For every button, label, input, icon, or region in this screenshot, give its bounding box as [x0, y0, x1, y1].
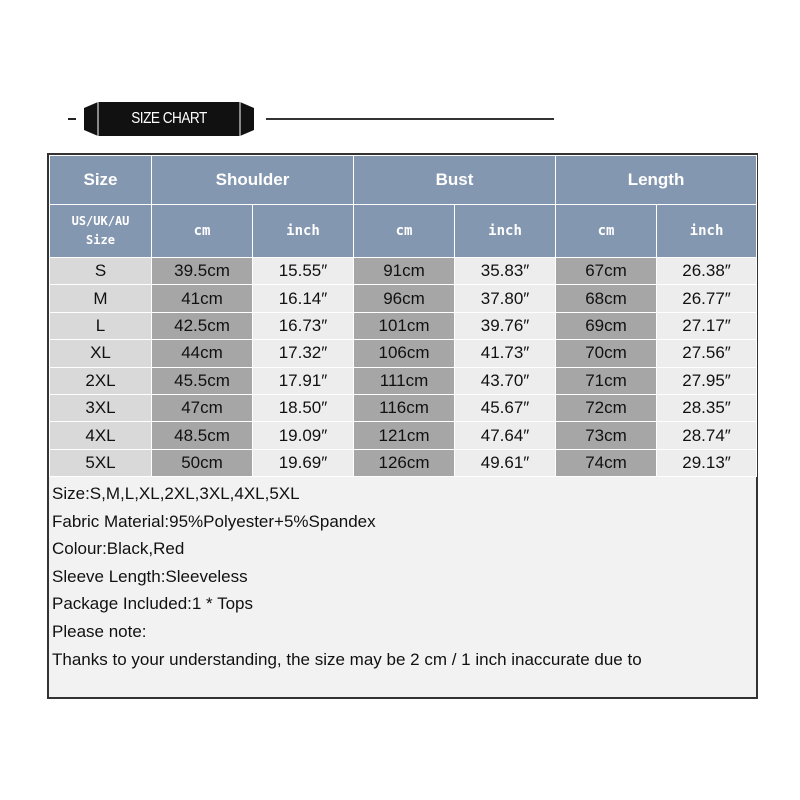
- cell-bust-inch: 47.64″: [455, 422, 556, 449]
- region-label: US/UK/AU: [71, 214, 130, 228]
- cell-shoulder-cm: 42.5cm: [152, 312, 253, 339]
- cell-size: M: [50, 285, 152, 312]
- cell-shoulder-inch: 16.73″: [253, 312, 354, 339]
- table-row: [50, 285, 757, 312]
- cell-shoulder-cm: 44cm: [152, 340, 253, 367]
- cell-shoulder-inch: 18.50″: [253, 394, 354, 421]
- cell-size: L: [50, 312, 152, 339]
- size-chart-title: [60, 98, 560, 142]
- cell-shoulder-inch: 17.91″: [253, 367, 354, 394]
- header-length: Length: [556, 156, 757, 205]
- note-please-note: Please note:: [52, 621, 147, 641]
- cell-shoulder-inch: 19.69″: [253, 449, 354, 476]
- cell-shoulder-inch: 17.32″: [253, 340, 354, 367]
- cell-size: 2XL: [50, 367, 152, 394]
- cell-bust-cm: 101cm: [354, 312, 455, 339]
- table-row: [50, 312, 757, 339]
- cell-bust-cm: 126cm: [354, 449, 455, 476]
- cell-bust-cm: 111cm: [354, 367, 455, 394]
- cell-bust-inch: 37.80″: [455, 285, 556, 312]
- cell-length-inch: 27.17″: [657, 312, 757, 339]
- cell-shoulder-cm: 47cm: [152, 394, 253, 421]
- region-size-label: Size: [86, 233, 115, 247]
- note-fabric: Fabric Material:95%Polyester+5%Spandex: [52, 511, 376, 531]
- cell-shoulder-cm: 39.5cm: [152, 258, 253, 285]
- cell-size: 5XL: [50, 449, 152, 476]
- header-shoulder: Shoulder: [152, 156, 354, 205]
- header-row-units: [50, 205, 757, 258]
- cell-size: S: [50, 258, 152, 285]
- cell-bust-inch: 39.76″: [455, 312, 556, 339]
- unit-header-bust-cm: cm: [354, 205, 455, 258]
- cell-size: 4XL: [50, 422, 152, 449]
- table-row: [50, 258, 757, 285]
- cell-length-inch: 26.77″: [657, 285, 757, 312]
- header-region-size: [50, 205, 152, 258]
- cell-shoulder-cm: 48.5cm: [152, 422, 253, 449]
- cell-length-inch: 26.38″: [657, 258, 757, 285]
- title-rule: [266, 118, 554, 120]
- cell-length-cm: 71cm: [556, 367, 657, 394]
- cell-length-cm: 68cm: [556, 285, 657, 312]
- cell-bust-cm: 106cm: [354, 340, 455, 367]
- cell-bust-inch: 49.61″: [455, 449, 556, 476]
- cell-length-inch: 29.13″: [657, 449, 757, 476]
- header-row-top: [50, 156, 757, 205]
- header-bust: Bust: [354, 156, 556, 205]
- cell-size: XL: [50, 340, 152, 367]
- cell-length-cm: 73cm: [556, 422, 657, 449]
- unit-header-shoulder-inch: inch: [253, 205, 354, 258]
- cell-bust-cm: 116cm: [354, 394, 455, 421]
- cell-length-cm: 69cm: [556, 312, 657, 339]
- cell-bust-inch: 43.70″: [455, 367, 556, 394]
- cell-bust-cm: 96cm: [354, 285, 455, 312]
- cell-shoulder-cm: 41cm: [152, 285, 253, 312]
- header-size: Size: [50, 156, 152, 205]
- cell-length-cm: 74cm: [556, 449, 657, 476]
- unit-header-bust-inch: inch: [455, 205, 556, 258]
- table-row: [50, 394, 757, 421]
- unit-header-length-cm: cm: [556, 205, 657, 258]
- cell-length-inch: 27.56″: [657, 340, 757, 367]
- table-row: [50, 449, 757, 476]
- cell-bust-cm: 121cm: [354, 422, 455, 449]
- cell-shoulder-inch: 19.09″: [253, 422, 354, 449]
- note-sizes: Size:S,M,L,XL,2XL,3XL,4XL,5XL: [52, 484, 300, 503]
- size-chart-frame: [47, 153, 758, 699]
- cell-size: 3XL: [50, 394, 152, 421]
- cell-shoulder-cm: 45.5cm: [152, 367, 253, 394]
- title-label: SIZE CHART: [131, 110, 207, 127]
- note-sleeve: Sleeve Length:Sleeveless: [52, 566, 248, 586]
- cell-bust-inch: 35.83″: [455, 258, 556, 285]
- cell-length-cm: 67cm: [556, 258, 657, 285]
- size-table: [49, 155, 757, 477]
- cell-bust-cm: 91cm: [354, 258, 455, 285]
- cell-shoulder-inch: 16.14″: [253, 285, 354, 312]
- product-notes: [52, 480, 752, 673]
- unit-header-shoulder-cm: cm: [152, 205, 253, 258]
- cell-length-inch: 28.74″: [657, 422, 757, 449]
- cell-length-inch: 28.35″: [657, 394, 757, 421]
- note-package: Package Included:1 * Tops: [52, 594, 253, 614]
- cell-shoulder-inch: 15.55″: [253, 258, 354, 285]
- cell-shoulder-cm: 50cm: [152, 449, 253, 476]
- note-colour: Colour:Black,Red: [52, 539, 185, 559]
- note-disclaimer: Thanks to your understanding, the size may be 2 cm / 1 inch inaccurate due to: [52, 649, 642, 669]
- table-row: [50, 422, 757, 449]
- cell-length-inch: 27.95″: [657, 367, 757, 394]
- cell-length-cm: 72cm: [556, 394, 657, 421]
- cell-bust-inch: 45.67″: [455, 394, 556, 421]
- table-row: [50, 340, 757, 367]
- table-row: [50, 367, 757, 394]
- title-dash: [68, 118, 76, 120]
- cell-bust-inch: 41.73″: [455, 340, 556, 367]
- cell-length-cm: 70cm: [556, 340, 657, 367]
- unit-header-length-inch: inch: [657, 205, 757, 258]
